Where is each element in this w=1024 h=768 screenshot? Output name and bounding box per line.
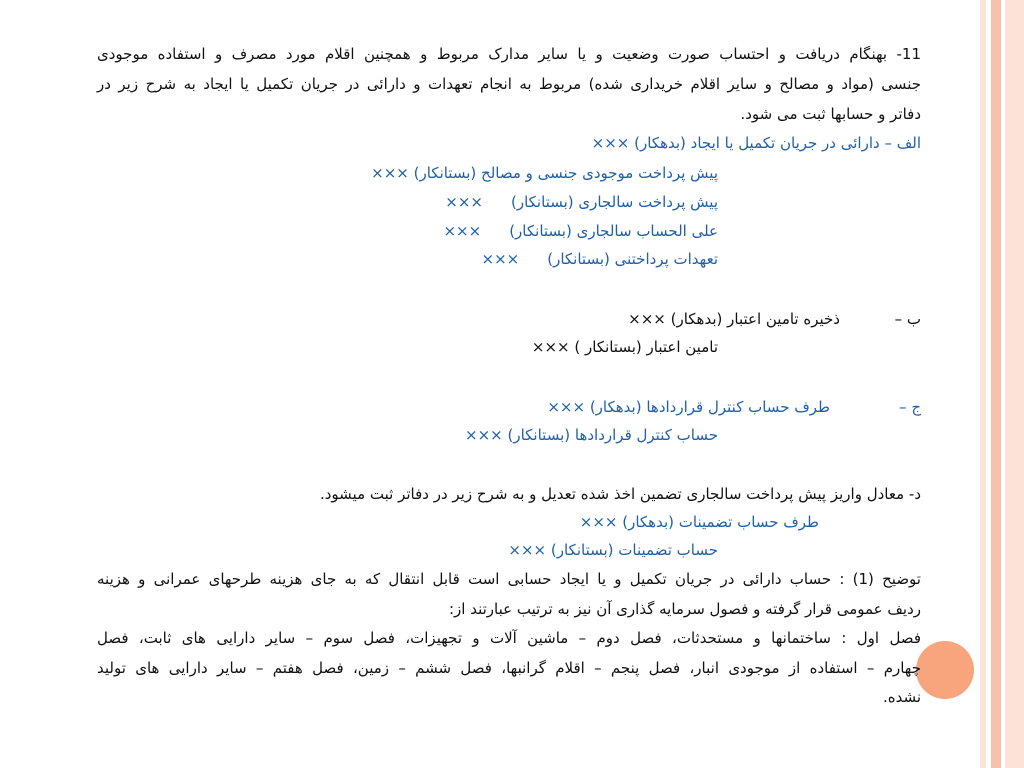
entry-a-line-1: پیش پرداخت موجودی جنسی و مصالح (بستانکار) ××× [371, 164, 718, 182]
entry-a-line-3-amount: ××× [443, 222, 482, 240]
paragraph-11-line-3: دفاتر و حسابها ثبت می شود. [740, 105, 921, 123]
entry-b-debit: ذخیره تامین اعتبار (بدهکار) ××× [628, 310, 840, 328]
note-line-3: فصل اول : ساختمانها و مستحدثات، فصل دوم – ماشین آلات و تجهیزات، فصل سوم – سایر دارایی های ثابت، فصل [97, 629, 921, 647]
note-line-2: ردیف عمومی قرار گرفته و فصول سرمایه گذاری آن نیز به ترتیب عبارتند از: [448, 600, 921, 618]
paragraph-11-line-1: 11- بهنگام دریافت و احتساب صورت وضعیت و یا سایر مدارک مربوط و همچنین اقلام مورد مصرف و استفاده موجودی [97, 45, 921, 63]
entry-d-debit: طرف حساب تضمینات (بدهکار) ××× [579, 513, 819, 531]
entry-c-letter: ج – [899, 398, 921, 416]
note-line-5: نشده. [882, 688, 921, 706]
entry-c-debit: طرف حساب کنترل قراردادها (بدهکار) ××× [547, 398, 830, 416]
entry-a-line-4-amount: ××× [481, 250, 520, 268]
entry-a-line-4 [482, 248, 719, 270]
entry-a-line-3 [443, 220, 718, 242]
paragraph-11-line-2: جنسی (مواد و مصالح و سایر اقلام خریداری شده) مربوط به انجام تعهدات و دارائی در جریان تکمیل یا ایجاد به شرح زیر در [97, 75, 921, 93]
note-line-1: توضیح (1) : حساب دارائی در جریان تکمیل و یا ایجاد حسابی است قابل انتقال که به جای هزینه طرحهای عمرانی و هزینه [97, 570, 921, 588]
entry-d-header: د- معادل واریز پیش پرداخت سالجاری تضمین اخذ شده تعدیل و به شرح زیر در دفاتر ثبت میشود. [319, 485, 921, 503]
entry-a-line-2-label: پیش پرداخت سالجاری (بستانکار) [510, 193, 718, 211]
entry-a-line-4-label: تعهدات پرداختنی (بستانکار) [547, 250, 718, 268]
entry-a-line-2-amount: ××× [445, 193, 483, 211]
entry-c-credit: حساب کنترل قراردادها (بستانکار) ××× [465, 426, 718, 444]
entry-b-letter: ب – [894, 310, 921, 328]
entry-a-line-3-label: علی الحساب سالجاری (بستانکار) [509, 222, 718, 240]
entry-d-credit: حساب تضمینات (بستانکار) ××× [508, 541, 718, 559]
entry-a-header: الف – دارائی در جریان تکمیل یا ایجاد (بدهکار) ××× [591, 134, 921, 152]
entry-a-line-2 [445, 191, 718, 213]
entry-b-credit: تامین اعتبار (بستانکار ) ××× [531, 338, 718, 356]
note-line-4: چهارم – استفاده از موجودی انبار، فصل پنجم – اقلام گرانبها، فصل ششم – زمین، فصل هفتم – سایر دارایی های تولید [97, 659, 921, 677]
